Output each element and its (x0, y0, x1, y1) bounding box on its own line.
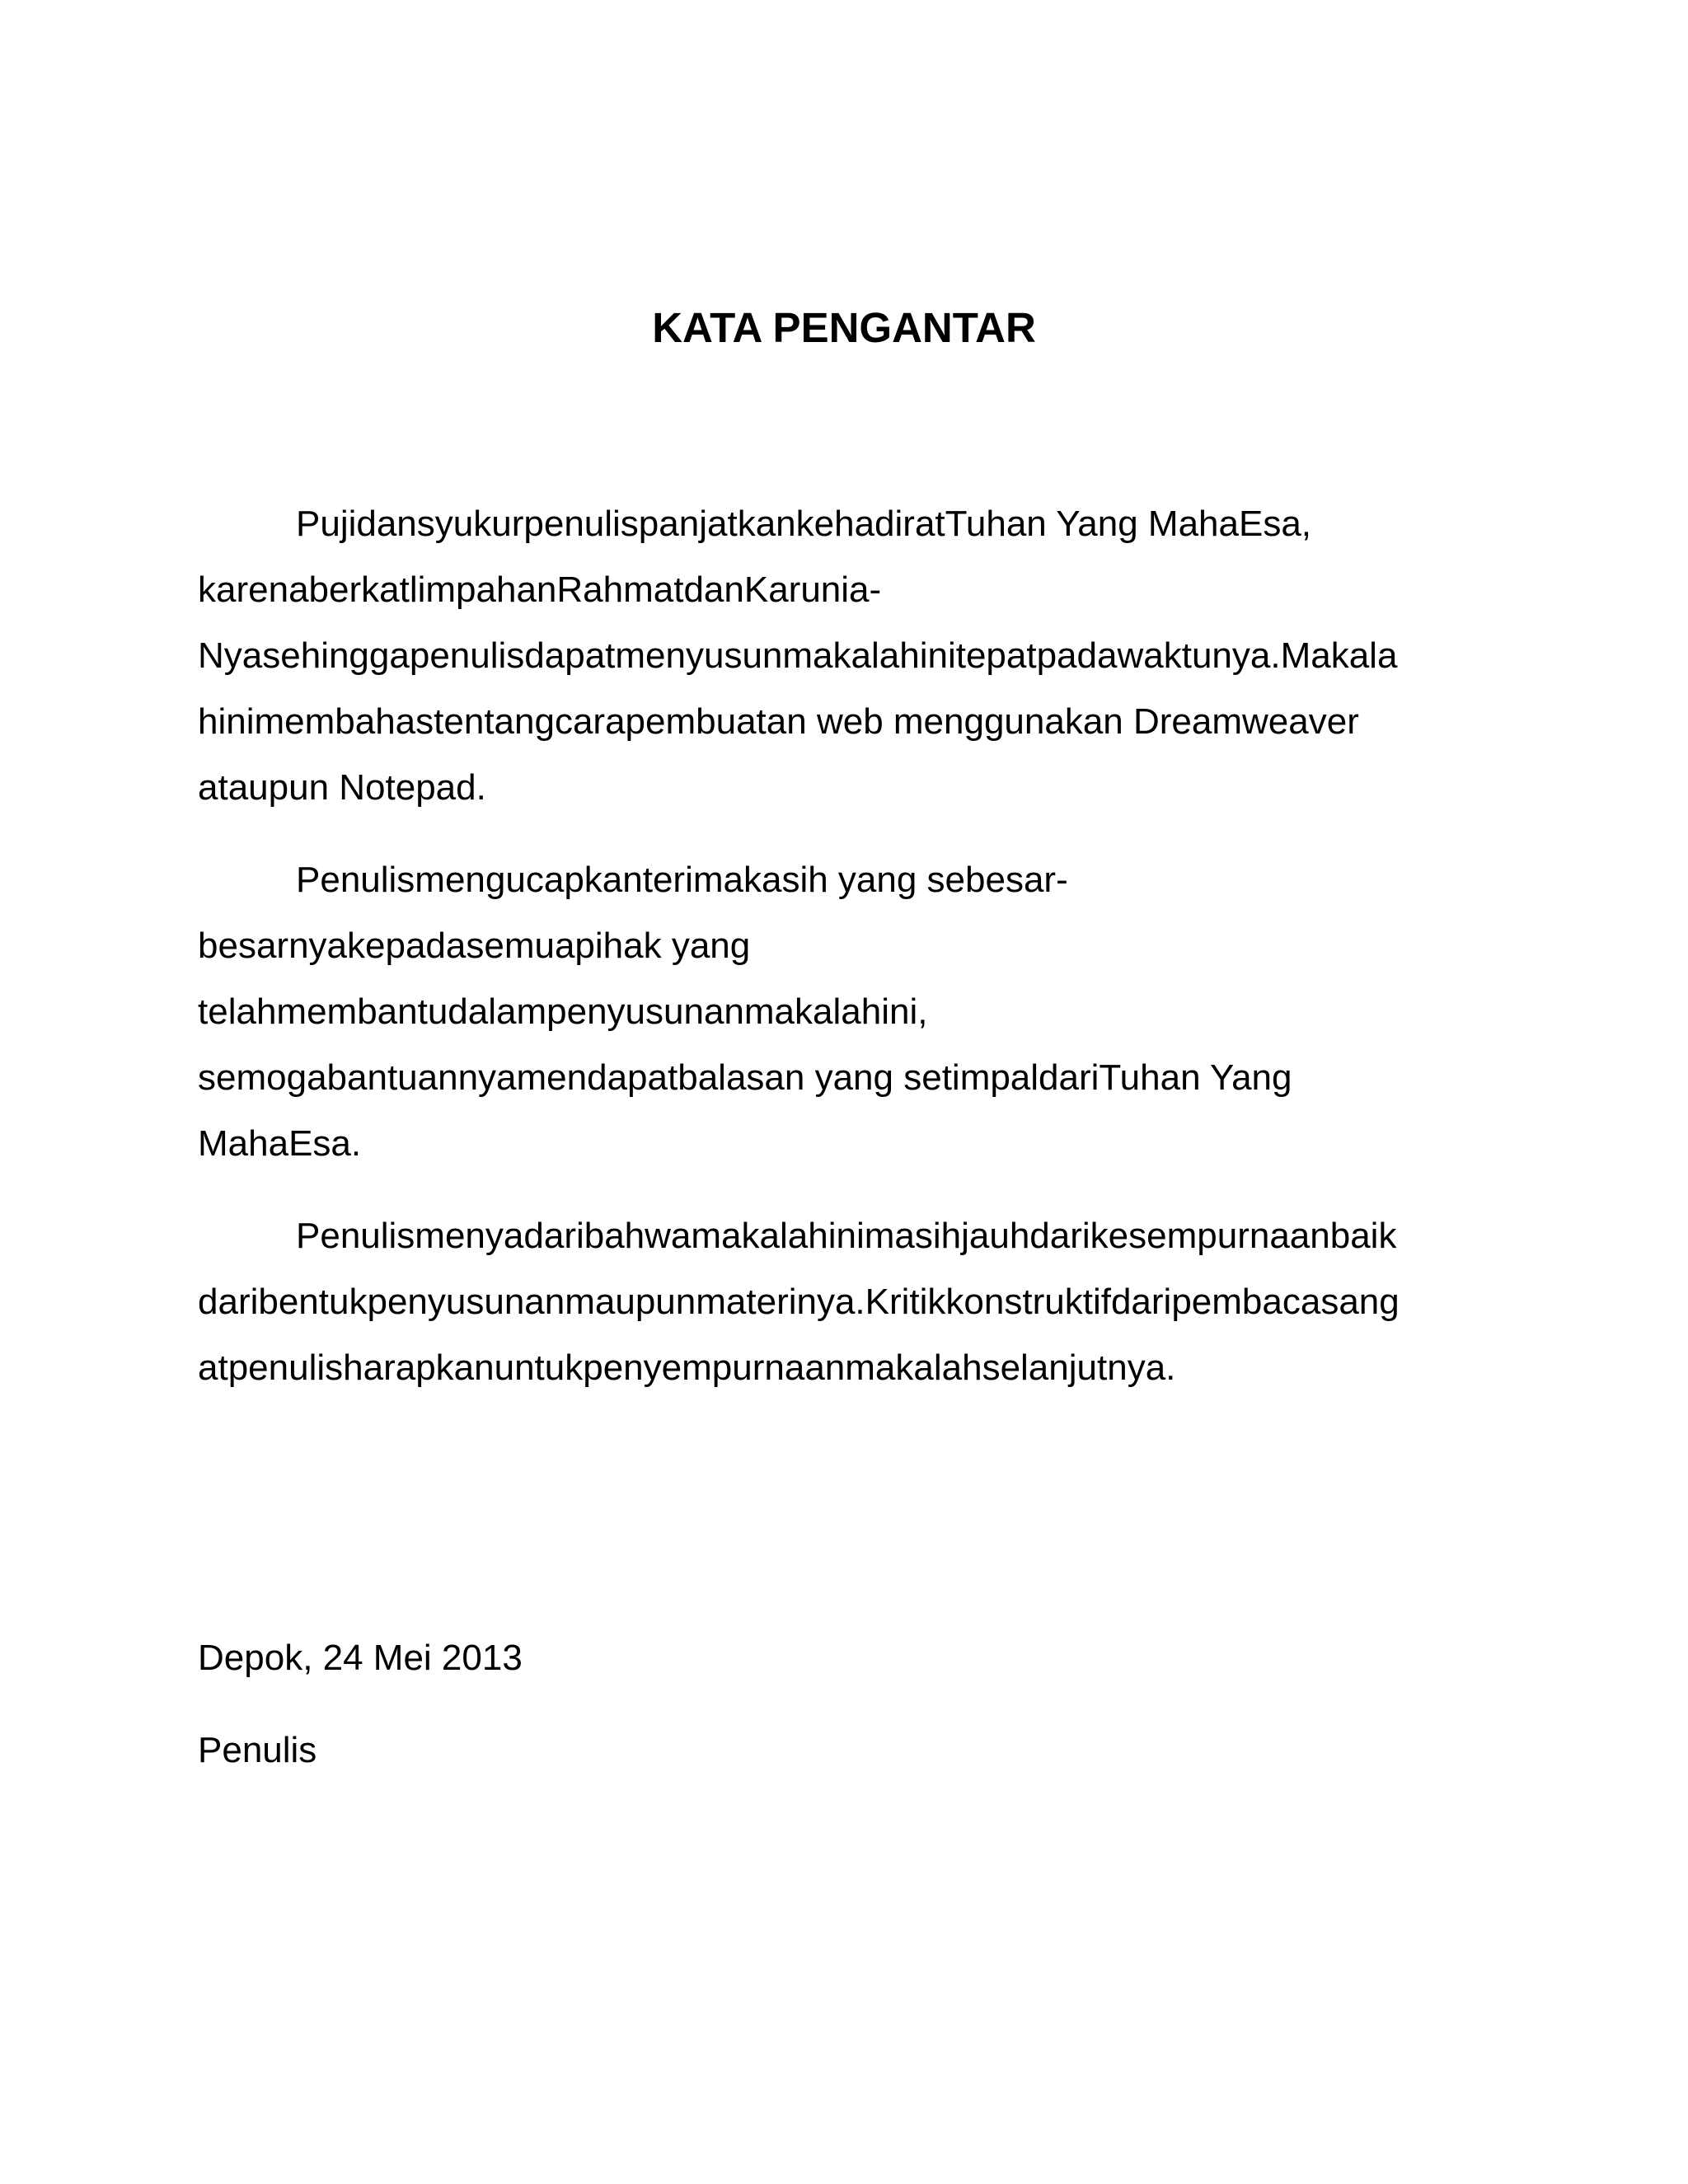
signature-label: Penulis (198, 1730, 317, 1770)
paragraph-2-line-3: telahmembantudalampenyusunanmakalahini, (198, 991, 928, 1032)
paragraph-3-line-2: daribentukpenyusunanmaupunmaterinya.Kritikkonstruktifdaripembacasang (198, 1282, 1400, 1322)
paragraph-3-line-1: Penulismenyadaribahwamakalahinimasihjauhdarikesempurnaanbaik (296, 1216, 1397, 1256)
paragraph-2-line-2: besarnyakepadasemuapihak yang (198, 926, 751, 966)
page-title: KATA PENGANTAR (652, 304, 1036, 351)
paragraph-1-line-2: karenaberkatlimpahanRahmatdanKarunia- (198, 569, 882, 610)
paragraph-1-line-4: hinimembahastentangcarapembuatan web menggunakan Dreamweaver (198, 701, 1359, 742)
paragraph-1-line-1: PujidansyukurpenulispanjatkankehadiratTuhan Yang MahaEsa, (296, 504, 1312, 544)
paragraph-1-line-5: ataupun Notepad. (198, 767, 486, 808)
paragraph-2-line-1: Penulismengucapkanterimakasih yang sebesar- (296, 860, 1068, 900)
paragraph-2-line-4: semogabantuannyamendapatbalasan yang setimpaldariTuhan Yang (198, 1057, 1292, 1098)
paragraph-3-line-3: atpenulisharapkanuntukpenyempurnaanmakalahselanjutnya. (198, 1347, 1176, 1388)
paragraph-1-line-3: Nyasehinggapenulisdapatmenyusunmakalahinitepatpadawaktunya.Makala (198, 635, 1398, 676)
paragraph-2-line-5: MahaEsa. (198, 1123, 362, 1164)
place-date: Depok, 24 Mei 2013 (198, 1638, 523, 1678)
